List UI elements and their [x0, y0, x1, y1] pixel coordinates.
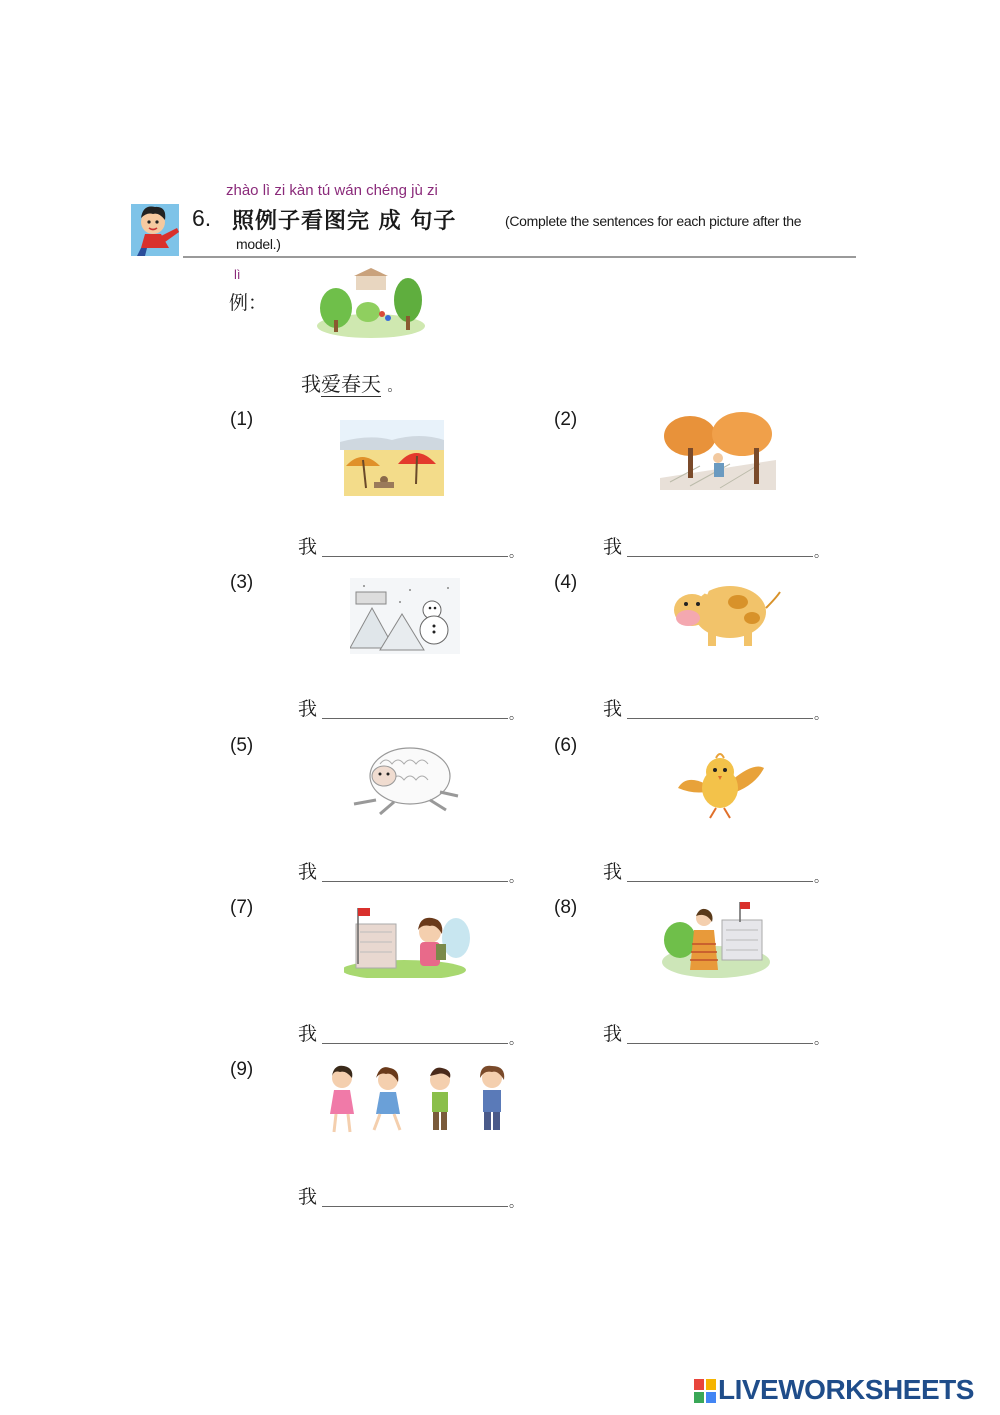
exercise-instruction-line2: model.): [236, 236, 281, 252]
answer-prefix: 我: [298, 536, 318, 558]
cow-picture: [668, 574, 784, 650]
answer-period: 。: [814, 870, 828, 886]
teacher-school-picture: [660, 900, 772, 984]
item-label: (5): [230, 735, 254, 756]
item-label: (3): [230, 572, 254, 593]
answer-prefix: 我: [298, 698, 318, 720]
item-label: (6): [554, 735, 578, 756]
example-sentence-prefix: 我: [301, 372, 321, 396]
item-label: (2): [554, 409, 578, 430]
answer-prefix: 我: [298, 1023, 318, 1045]
item-label: (9): [230, 1059, 254, 1080]
header-divider: [183, 256, 856, 258]
snowman-picture: [350, 578, 460, 654]
answer-period: 。: [814, 707, 828, 723]
example-pinyin: lì: [234, 267, 241, 282]
answer-prefix: 我: [298, 1186, 318, 1208]
answer-period: 。: [509, 707, 523, 723]
girl-school-picture: [344, 904, 470, 978]
answer-period: 。: [509, 1032, 523, 1048]
title-pinyin: zhào lì zi kàn tú wán chéng jù zi: [226, 182, 438, 199]
children-friends-picture: [320, 1062, 518, 1138]
answer-blank[interactable]: [322, 1184, 508, 1207]
example-sentence-period: 。: [387, 379, 402, 395]
answer-blank[interactable]: [322, 534, 508, 557]
answer-blank[interactable]: [627, 696, 813, 719]
answer-prefix: 我: [298, 861, 318, 883]
liveworksheets-logo-text[interactable]: LIVEWORKSHEETS: [718, 1374, 974, 1405]
answer-prefix: 我: [603, 698, 623, 720]
spring-park-picture: [316, 268, 426, 340]
exercise-title-chinese: 照例子看图完 成 句子: [232, 208, 457, 234]
answer-prefix: 我: [603, 1023, 623, 1045]
answer-blank[interactable]: [322, 1021, 508, 1044]
answer-prefix: 我: [603, 536, 623, 558]
boy-mascot-icon: [129, 198, 183, 258]
answer-blank[interactable]: [627, 534, 813, 557]
exercise-instruction-line1: (Complete the sentences for each picture after the: [505, 213, 802, 229]
example-sentence: [301, 368, 401, 397]
example-sentence-answer: 爱春天: [321, 372, 381, 396]
answer-period: 。: [814, 1032, 828, 1048]
answer-period: 。: [509, 1195, 523, 1211]
sheep-picture: [350, 740, 462, 818]
liveworksheets-logo-icon: [694, 1379, 716, 1403]
example-label: 例：: [229, 292, 268, 314]
item-label: (4): [554, 572, 578, 593]
answer-period: 。: [814, 545, 828, 561]
answer-blank[interactable]: [322, 859, 508, 882]
beach-umbrellas-picture: [340, 420, 444, 496]
answer-period: 。: [509, 870, 523, 886]
answer-blank[interactable]: [322, 696, 508, 719]
answer-period: 。: [509, 545, 523, 561]
answer-prefix: 我: [603, 861, 623, 883]
autumn-trees-picture: [660, 408, 776, 490]
item-label: (1): [230, 409, 254, 430]
item-label: (7): [230, 897, 254, 918]
answer-blank[interactable]: [627, 1021, 813, 1044]
bird-picture: [676, 744, 766, 822]
exercise-number: 6.: [192, 205, 212, 231]
item-label: (8): [554, 897, 578, 918]
answer-blank[interactable]: [627, 859, 813, 882]
